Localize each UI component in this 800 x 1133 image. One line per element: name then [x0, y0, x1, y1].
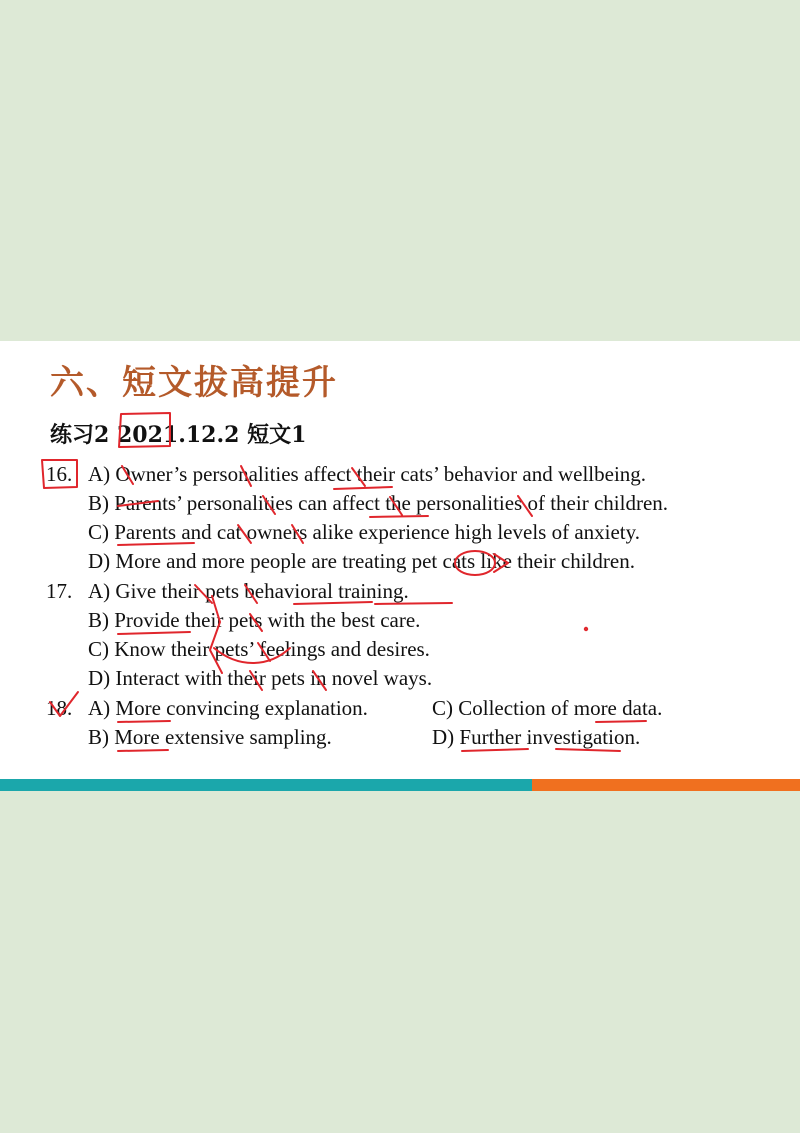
question-16-option-d: D) More and more people are treating pet cats like their children. [88, 549, 635, 573]
question-17-number: 17. [46, 579, 73, 603]
orange-stripe [532, 779, 800, 791]
question-18-option-c: C) Collection of more data. [432, 696, 663, 720]
exercise-subtitle: 练习2 2021.12.2 短文1 [50, 422, 307, 448]
teal-stripe [0, 779, 532, 791]
question-17-option-d: D) Interact with their pets in novel ways. [88, 666, 433, 690]
question-17-option-c: C) Know their pets’ feelings and desires. [88, 637, 430, 661]
question-16-option-a: A) Owner’s personalities affect their cats’ behavior and wellbeing. [88, 462, 647, 486]
question-18-number: 18. [46, 696, 73, 720]
question-17-option-a: A) Give their pets behavioral training. [88, 579, 409, 603]
question-18-option-d: D) Further investigation. [432, 725, 641, 749]
question-18-option-a: A) More convincing explanation. [88, 696, 368, 720]
question-18-option-b: B) More extensive sampling. [88, 725, 332, 749]
section-title: 六、短文拔高提升 [50, 363, 338, 403]
question-17-option-b: B) Provide their pets with the best care. [88, 608, 421, 632]
question-16-option-b: B) Parents’ personalities can affect the personalities of their children. [88, 491, 669, 515]
question-16-number: 16. [46, 462, 73, 486]
question-16-option-c: C) Parents and cat owners alike experience high levels of anxiety. [88, 520, 641, 544]
